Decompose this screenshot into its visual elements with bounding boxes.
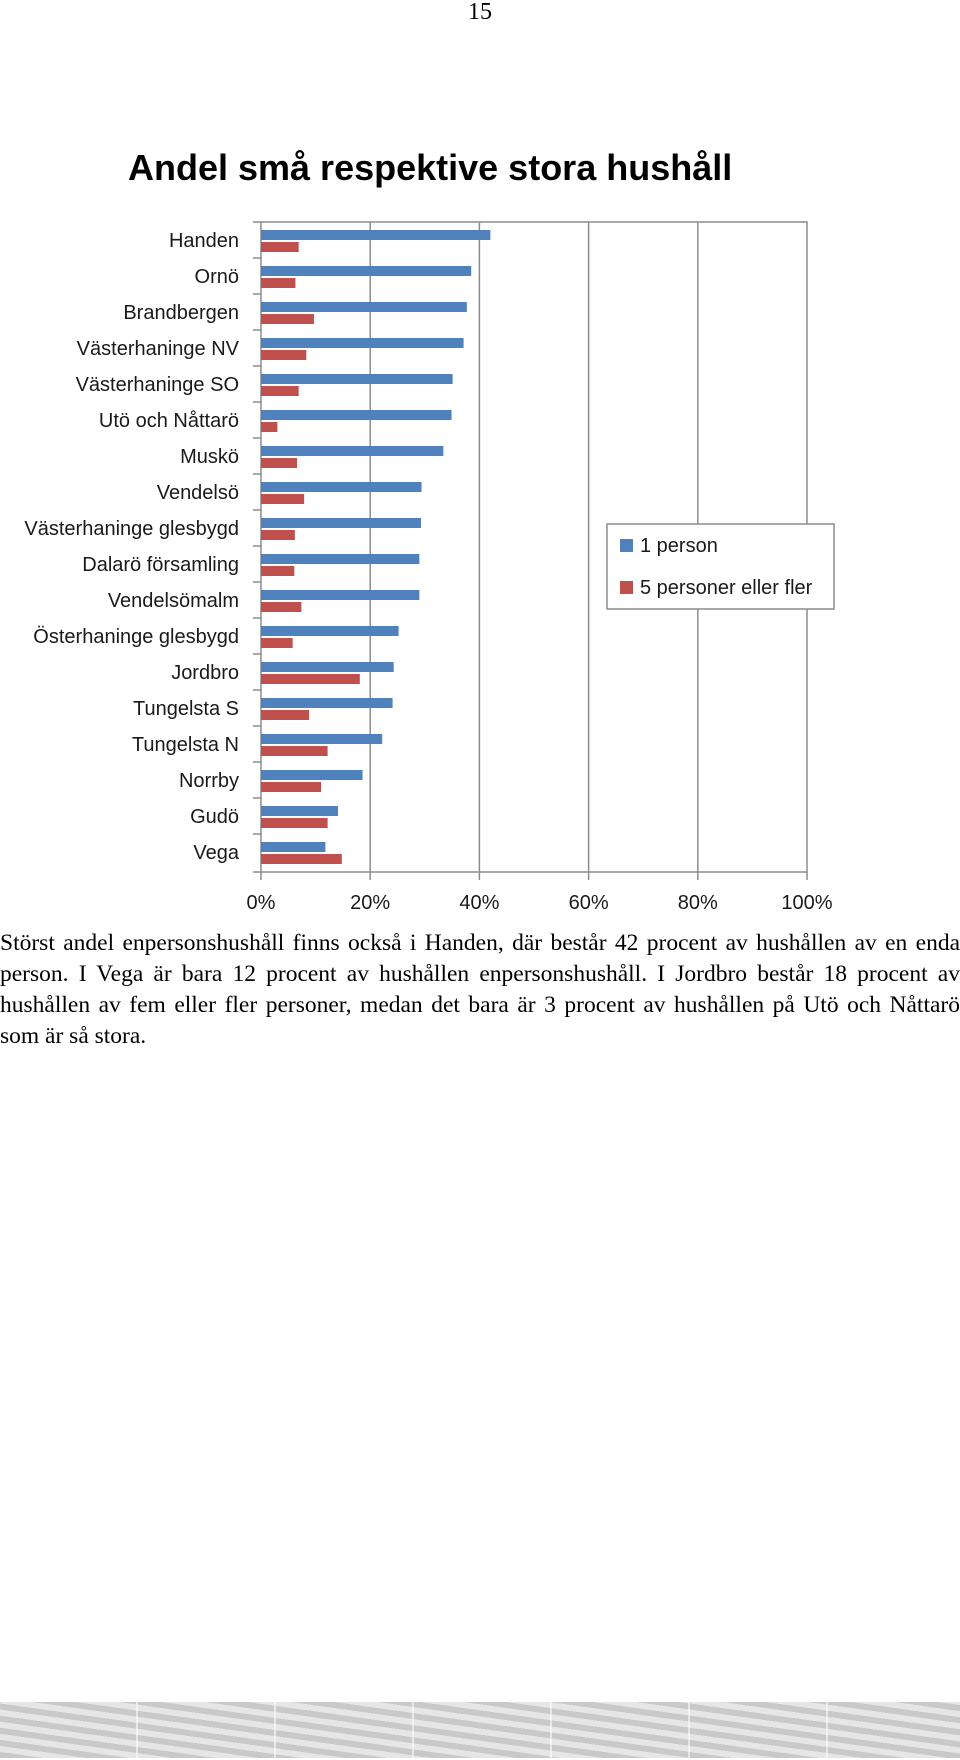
category-label: Ornö [194,266,239,288]
legend-swatch-1-person [620,539,633,552]
bar-5-personer [261,566,294,576]
x-tick-label: 40% [459,892,500,914]
bar-1-person [261,698,393,708]
bars [261,230,490,864]
bar-5-personer [261,422,277,432]
category-label: Gudö [190,806,239,828]
category-label: Brandbergen [123,302,239,324]
category-label: Österhaninge glesbygd [33,626,239,648]
bar-1-person [261,374,453,384]
bar-1-person [261,410,452,420]
bar-5-personer [261,242,299,252]
category-label: Dalarö församling [82,554,239,576]
category-label: Vendelsömalm [107,590,239,612]
bar-1-person [261,662,394,672]
category-label: Västerhaninge NV [76,338,239,360]
category-label: Utö och Nåttarö [98,410,239,432]
bar-1-person [261,446,443,456]
category-label: Västerhaninge glesbygd [24,518,239,540]
category-label: Vendelsö [156,482,239,504]
bar-5-personer [261,386,299,396]
category-label: Tungelsta N [131,734,239,756]
bar-5-personer [261,638,293,648]
x-tick-label: 0% [246,892,276,914]
bar-5-personer [261,350,306,360]
bar-5-personer [261,854,342,864]
x-tick-label: 60% [568,892,609,914]
legend-swatch-5-personer [620,581,633,594]
legend [607,524,834,609]
bar-5-personer [261,818,328,828]
x-tick-label: 80% [677,892,718,914]
bar-1-person [261,626,399,636]
bar-1-person [261,482,422,492]
bar-5-personer [261,674,360,684]
bar-5-personer [261,710,309,720]
x-tick-label: 20% [350,892,391,914]
bar-5-personer [261,782,321,792]
bar-1-person [261,734,382,744]
bar-1-person [261,338,464,348]
body-paragraph: Störst andel enpersonshushåll finns också i Handen, där består 42 procent av hushållen av en enda person. I Vega är bara 12 procent av hushållen enpersonshushåll. I Jordbro består 18 procent av hushållen av fem eller fler personer, medan det bara är 3 procent av hushållen på Utö och Nåttarö som är så stora. [0,930,960,1049]
page-number: 15 [468,0,492,25]
bar-5-personer [261,314,314,324]
bar-1-person [261,770,363,780]
category-label: Jordbro [171,662,239,684]
bar-1-person [261,554,419,564]
bar-5-personer [261,494,304,504]
category-axis [24,222,261,872]
footer-decorative-band [0,1702,960,1758]
category-label: Västerhaninge SO [75,374,239,396]
bar-5-personer [261,746,328,756]
bar-5-personer [261,278,295,288]
bar-5-personer [261,602,301,612]
bar-1-person [261,302,467,312]
category-label: Tungelsta S [133,698,239,720]
legend-label-1-person: 1 person [640,535,718,557]
x-tick-label: 100% [781,892,833,914]
legend-label-5-personer: 5 personer eller fler [640,577,813,599]
bar-1-person [261,806,338,816]
bar-5-personer [261,458,297,468]
category-label: Vega [193,842,239,864]
bar-5-personer [261,530,295,540]
bar-1-person [261,230,490,240]
bar-1-person [261,266,471,276]
bar-1-person [261,842,325,852]
category-label: Norrby [178,770,239,792]
category-label: Muskö [180,446,239,468]
category-label: Handen [168,230,239,252]
x-axis [247,872,833,914]
bar-1-person [261,590,419,600]
bar-1-person [261,518,421,528]
chart-title: Andel små respektive stora hushåll [128,147,733,188]
